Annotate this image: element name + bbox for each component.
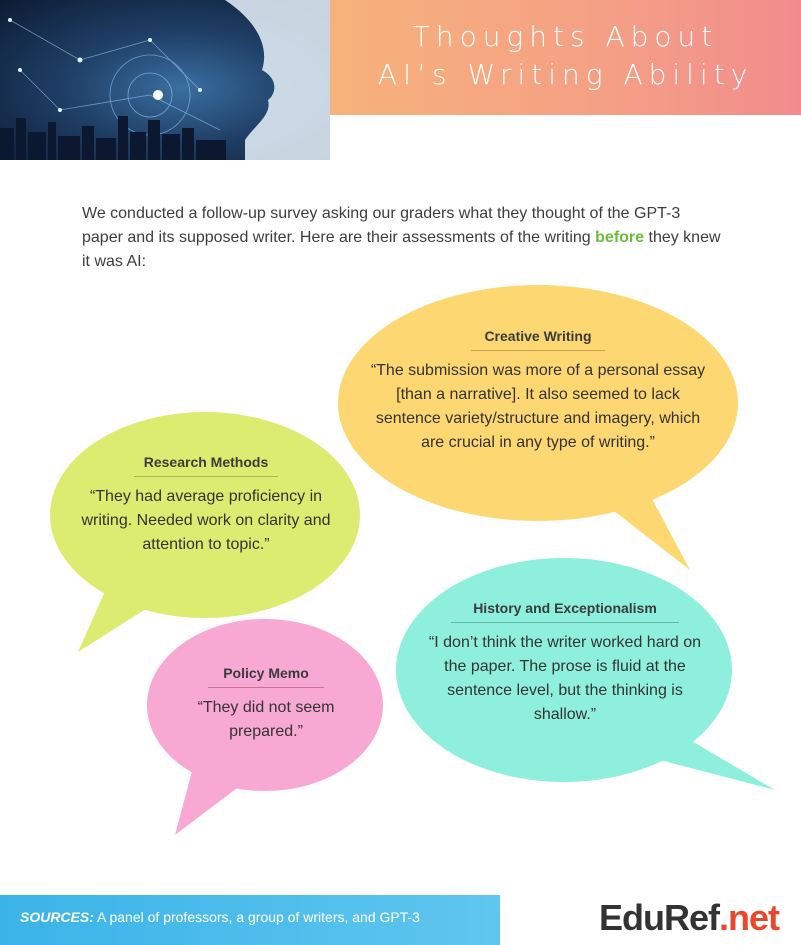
bubble-title: Policy Memo <box>223 665 309 681</box>
bubble-text-history <box>420 600 710 727</box>
sources-text <box>20 909 420 925</box>
bubble-title-rule <box>471 350 605 351</box>
eduref-logo[interactable] <box>599 895 779 941</box>
bubble-quote: “They had average proficiency in writing. Needed work on clarity and attention to topic.” <box>81 488 331 553</box>
bubble-quote: “They did not seem prepared.” <box>197 699 335 740</box>
title-line-1: Thoughts About <box>412 20 719 53</box>
bubble-title: Creative Writing <box>484 328 592 344</box>
bubble-title-rule <box>134 476 278 477</box>
bubble-title-rule <box>451 622 679 623</box>
bubble-quote: “The submission was more of a personal essay [than a narrative]. It also seemed to lack sentence variety/structure and imagery, which are crucial in any type of writing.” <box>370 362 706 451</box>
intro-text-2: they knew it was AI: <box>82 229 721 270</box>
bubble-text-creative-writing <box>370 328 706 455</box>
sources-label: SOURCES: <box>20 909 94 925</box>
title-line-2: AI’s Writing Ability <box>377 58 754 91</box>
logo-text-tld: .net <box>718 897 779 938</box>
sources-value: A panel of professors, a group of writers, and GPT-3 <box>93 909 420 925</box>
bubble-tail <box>600 495 690 570</box>
bubble-title: Research Methods <box>143 454 269 470</box>
sources-bar <box>0 895 500 945</box>
bubble-quote: “I don’t think the writer worked hard on the paper. The prose is fluid at the sentence level, but the thinking is shallow.” <box>428 634 702 723</box>
bubble-text-research-methods <box>78 454 334 557</box>
intro-text-1: We conducted a follow-up survey asking our graders what they thought of the GPT-3 paper and its supposed writer. Here are their assessments of the writing <box>82 205 681 246</box>
bubble-text-policy-memo <box>166 665 366 744</box>
logo-text-main: EduRef <box>598 897 719 938</box>
bubble-title-rule <box>208 687 324 688</box>
intro-highlight: before <box>595 229 645 246</box>
bubble-title: History and Exceptionalism <box>473 600 657 616</box>
